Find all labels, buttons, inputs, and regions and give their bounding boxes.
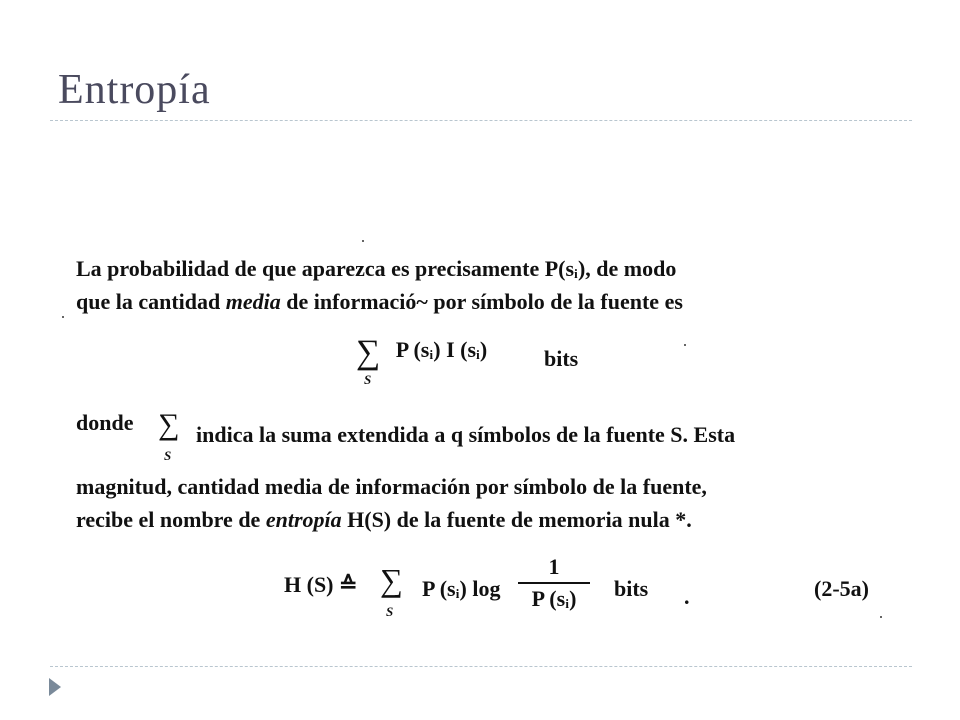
scan-speck: [684, 344, 686, 346]
slide-title: Entropía: [58, 67, 211, 113]
scan-speck: [880, 616, 882, 618]
sigma-symbol-eq2: ∑: [380, 562, 403, 598]
bits-label-1: bits: [544, 346, 579, 371]
equation-2-lhs: H (S) ≙: [284, 572, 358, 597]
sigma-symbol-inline: ∑: [158, 408, 180, 441]
bits-label-2: bits: [614, 576, 649, 601]
formula-1-body: P (sᵢ) I (sᵢ): [395, 337, 488, 362]
formula-sum-1: [356, 328, 488, 387]
bullet-triangle-icon: [49, 678, 61, 696]
donde-word: donde: [76, 410, 134, 435]
fraction-numerator: 1: [518, 554, 590, 584]
top-divider: [50, 120, 912, 121]
scan-speck: [362, 240, 364, 242]
paragraph-line-5: recibe el nombre de entropía H(S) de la fuente de memoria nula *.: [76, 507, 692, 532]
paragraph-line-1: La probabilidad de que aparezca es precisamente P(sᵢ), de modo: [76, 256, 677, 281]
scan-speck: [62, 316, 64, 318]
sigma-subscript-eq2: S: [386, 604, 394, 619]
sigma-subscript: S: [364, 372, 372, 387]
paragraph-line-3: indica la suma extendida a q símbolos de la fuente S. Esta: [196, 422, 736, 447]
equation-number: (2-5a): [814, 576, 869, 601]
sigma-symbol: ∑: [356, 334, 381, 371]
equation-2-fraction: [518, 554, 590, 612]
paragraph-line-4: magnitud, cantidad media de información por símbolo de la fuente,: [76, 474, 707, 499]
fraction-denominator: P (sᵢ): [531, 586, 577, 611]
scanned-text-block: [60, 232, 900, 652]
equation-2-body: P (sᵢ) log: [422, 576, 501, 601]
bottom-divider: [50, 666, 912, 667]
paragraph-line-2: que la cantidad media de informació~ por símbolo de la fuente es: [76, 289, 683, 314]
trailing-dot: .: [684, 584, 690, 609]
sigma-subscript-inline: S: [164, 448, 172, 463]
